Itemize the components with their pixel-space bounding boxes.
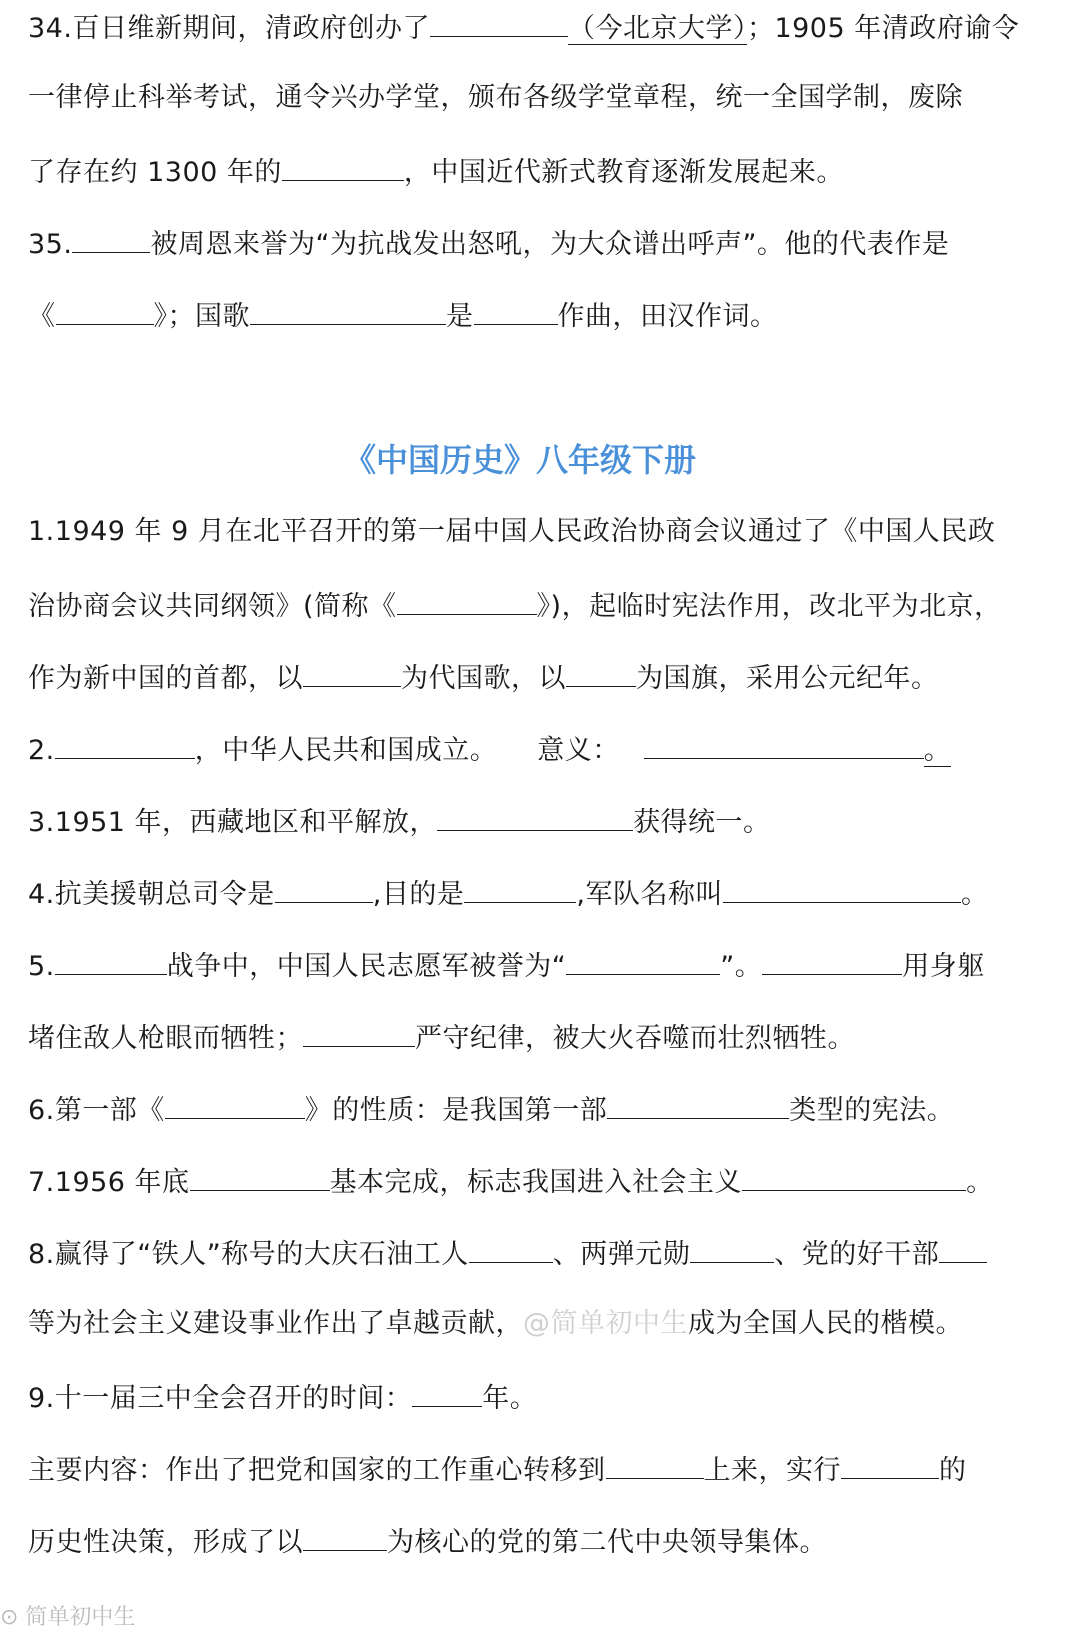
answer-blank[interactable] bbox=[430, 6, 568, 37]
answer-blank[interactable] bbox=[644, 728, 924, 759]
answer-blank[interactable] bbox=[72, 222, 150, 253]
q2-line bbox=[28, 728, 951, 771]
q8-line-2 bbox=[28, 1304, 963, 1344]
q9-text: 9.十一届三中全会召开的时间： bbox=[28, 1383, 413, 1414]
answer-blank[interactable] bbox=[397, 584, 537, 615]
q6-text: 》的性质：是我国第一部 bbox=[304, 1095, 608, 1126]
q34-text: ，中国近代新式教育逐渐发展起来。 bbox=[403, 157, 844, 188]
q34-line-1 bbox=[28, 6, 1019, 49]
q9-text: 主要内容：作出了把党和国家的工作重心转移到 bbox=[28, 1455, 606, 1486]
answer-blank[interactable] bbox=[742, 1160, 966, 1191]
q5-text: 严守纪律，被大火吞噬而壮烈牺牲。 bbox=[415, 1023, 855, 1054]
q34-text: 了存在约 1300 年的 bbox=[28, 157, 282, 188]
q8-text: 成为全国人民的楷模。 bbox=[688, 1308, 963, 1339]
answer-blank[interactable] bbox=[469, 1232, 553, 1263]
q35-text: 作曲，田汉作词。 bbox=[557, 301, 778, 332]
q9-text: 年。 bbox=[482, 1383, 538, 1414]
answer-blank[interactable] bbox=[303, 1520, 387, 1551]
q5-line-2 bbox=[28, 1016, 855, 1059]
q8-text: 、两弹元勋 bbox=[552, 1239, 691, 1270]
corner-watermark: ⊙ 简单初中生 bbox=[0, 1605, 136, 1630]
q9-text: 为核心的党的第二代中央领导集体。 bbox=[387, 1527, 827, 1558]
section-heading: 《中国历史》八年级下册 bbox=[343, 441, 696, 479]
q34-text: 一律停止科举考试，通令兴办学堂，颁布各级学堂章程，统一全国学制，废除 bbox=[28, 82, 963, 113]
watermark-text: @简单初中生 bbox=[523, 1308, 688, 1339]
q5-text: 战争中，中国人民志愿军被誉为“ bbox=[166, 951, 567, 982]
answer-blank[interactable] bbox=[606, 1448, 704, 1479]
q4-line bbox=[28, 872, 988, 915]
answer-blank[interactable] bbox=[56, 294, 154, 325]
q8-text: 8.赢得了“铁人”称号的大庆石油工人 bbox=[28, 1239, 469, 1270]
q3-text: 3.1951 年，西藏地区和平解放， bbox=[28, 807, 438, 838]
q1-text: 》)，起临时宪法作用，改北平为北京， bbox=[536, 591, 1002, 622]
q9-line-3 bbox=[28, 1520, 827, 1563]
q1-text: 作为新中国的首都，以 bbox=[28, 663, 303, 694]
answer-blank[interactable] bbox=[165, 1088, 305, 1119]
q34-text: ；1905 年清政府谕令 bbox=[746, 13, 1020, 44]
q4-text: 4.抗美援朝总司令是 bbox=[28, 879, 275, 910]
answer-blank[interactable] bbox=[939, 1232, 987, 1263]
answer-blank[interactable] bbox=[841, 1448, 939, 1479]
q35-text: 是 bbox=[446, 301, 474, 332]
q5-text: 5. bbox=[28, 951, 55, 982]
q35-text: 被周恩来誉为“为抗战发出怒吼，为大众谱出呼声”。他的代表作是 bbox=[150, 229, 950, 260]
q34-text: 34.百日维新期间，清政府创办了 bbox=[28, 13, 430, 44]
q6-text: 6.第一部《 bbox=[28, 1095, 165, 1126]
q2-text: ，中华人民共和国成立。 bbox=[194, 735, 498, 766]
answer-blank[interactable] bbox=[566, 656, 636, 687]
q1-line-2 bbox=[28, 584, 1002, 627]
answer-blank[interactable] bbox=[607, 1088, 789, 1119]
q35-text: 35. bbox=[28, 229, 73, 260]
answer-blank[interactable] bbox=[303, 656, 401, 687]
q2-text: 2. bbox=[28, 735, 55, 766]
q1-text: 为代国歌，以 bbox=[401, 663, 566, 694]
answer-blank[interactable] bbox=[303, 1016, 415, 1047]
answer-blank[interactable] bbox=[282, 150, 404, 181]
q5-text: ”。 bbox=[720, 951, 763, 982]
q3-line bbox=[28, 800, 771, 843]
answer-blank[interactable] bbox=[412, 1376, 482, 1407]
q9-text: 历史性决策，形成了以 bbox=[28, 1527, 303, 1558]
q34-line-2 bbox=[28, 78, 963, 118]
q7-text: 基本完成，标志我国进入社会主义 bbox=[329, 1167, 743, 1198]
q35-line-1 bbox=[28, 222, 949, 265]
q5-text: 堵住敌人枪眼而牺牲； bbox=[28, 1023, 303, 1054]
q35-line-2 bbox=[28, 294, 778, 337]
q8-text: 、党的好干部 bbox=[774, 1239, 940, 1270]
answer-blank[interactable] bbox=[474, 294, 558, 325]
q8-line-1 bbox=[28, 1232, 987, 1275]
q1-text: 为国旗，采用公元纪年。 bbox=[636, 663, 939, 694]
q9-line-2 bbox=[28, 1448, 967, 1491]
q5-text: 用身躯 bbox=[902, 951, 985, 982]
q6-text: 类型的宪法。 bbox=[789, 1095, 955, 1126]
q6-line bbox=[28, 1088, 954, 1131]
answer-blank[interactable] bbox=[566, 944, 720, 975]
q9-text: 的 bbox=[939, 1455, 967, 1486]
q2-text: 意义： bbox=[537, 735, 620, 766]
q1-line-1 bbox=[28, 512, 995, 552]
answer-blank[interactable] bbox=[464, 872, 576, 903]
q1-text: 治协商会议共同纲领》(简称《 bbox=[28, 591, 397, 622]
q1-text: 1.1949 年 9 月在北平召开的第一届中国人民政治协商会议通过了《中国人民政 bbox=[28, 516, 996, 547]
q9-line-1 bbox=[28, 1376, 537, 1419]
answer-blank[interactable] bbox=[723, 872, 961, 903]
q35-text: 《 bbox=[28, 301, 56, 332]
q4-text: ,军队名称叫 bbox=[576, 879, 723, 910]
q35-text: 》；国歌 bbox=[153, 301, 250, 332]
q7-line bbox=[28, 1160, 994, 1203]
q7-text: 7.1956 年底 bbox=[28, 1167, 190, 1198]
q4-text: ,目的是 bbox=[372, 879, 465, 910]
answer-blank[interactable] bbox=[437, 800, 633, 831]
q34-underlined-text: （今北京大学） bbox=[567, 13, 747, 44]
q2-text: 。 bbox=[923, 735, 952, 766]
q7-text: 。 bbox=[966, 1167, 994, 1198]
answer-blank[interactable] bbox=[55, 728, 195, 759]
answer-blank[interactable] bbox=[690, 1232, 774, 1263]
q9-text: 上来，实行 bbox=[703, 1455, 841, 1486]
answer-blank[interactable] bbox=[190, 1160, 330, 1191]
q4-text: 。 bbox=[960, 879, 989, 910]
answer-blank[interactable] bbox=[250, 294, 446, 325]
answer-blank[interactable] bbox=[275, 872, 373, 903]
answer-blank[interactable] bbox=[762, 944, 902, 975]
q5-line-1 bbox=[28, 944, 985, 987]
answer-blank[interactable] bbox=[55, 944, 167, 975]
q3-text: 获得统一。 bbox=[633, 807, 771, 838]
q34-line-3 bbox=[28, 150, 844, 193]
q1-line-3 bbox=[28, 656, 939, 699]
q8-text: 等为社会主义建设事业作出了卓越贡献， bbox=[28, 1308, 523, 1339]
